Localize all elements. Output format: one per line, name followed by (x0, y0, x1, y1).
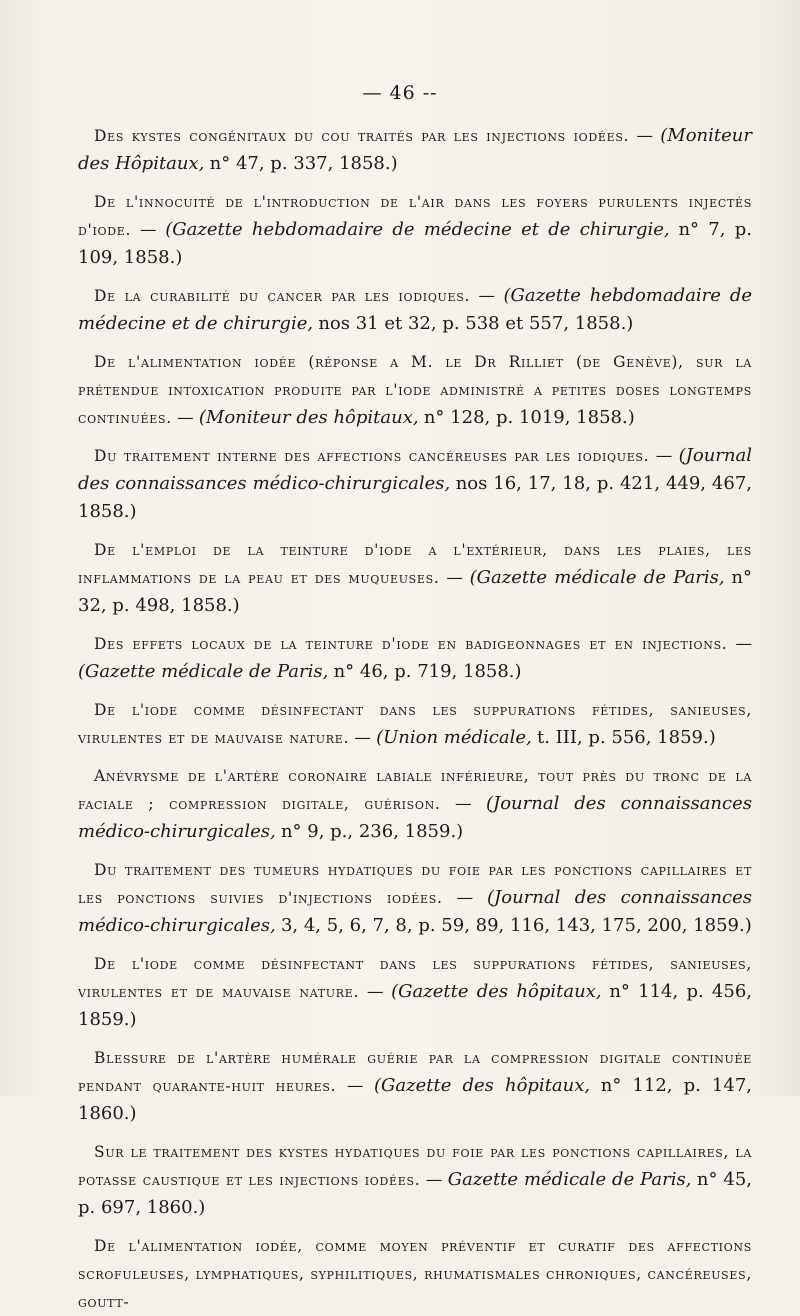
entry-source: (Union médicale, (376, 727, 532, 748)
bibliography-entry: Sur le traitement des kystes hydatiques du foie par les ponctions capillaires, la potasse caustique et les injections iodées. — Gazette médicale de Paris, n° 45, p. 697, 1860.) (78, 1143, 753, 1218)
entry-title: Sur le traitement des kystes hydatiques du foie par les ponctions capillaires, la potasse caustique et les injections iodées. (78, 1143, 752, 1189)
entry-details: t. III, p. 556, 1859.) (536, 727, 716, 748)
entry-source: (Gazette médicale de Paris, (78, 661, 329, 682)
bibliography-entry: De l'iode comme désinfectant dans les suppurations fétides, sanieuses, virulentes et de mauvaise nature. — (Union médicale, t. III, p. 556, 1859.) (78, 701, 752, 748)
bibliography-entry: De la curabilité du cancer par les iodiques. — (Gazette hebdomadaire de médecine et de chirurgie, nos 31 et 32, p. 538 et 557, 1858.) (78, 285, 753, 334)
page-number: — 46 -- (362, 82, 438, 104)
entry-details: n° 9, p., 236, 1859.) (280, 821, 464, 842)
entry-source: (Journal des connaissances médico-chirurgicales, (78, 793, 752, 842)
entry-details: n° 32, p. 498, 1858.) (78, 567, 753, 616)
entry-title: De l'iode comme désinfectant dans les suppurations fétides, sanieuses, virulentes et de mauvaise nature. (78, 701, 752, 747)
entry-source: Gazette médicale de Paris, (447, 1169, 692, 1190)
entry-title: De l'iode comme désinfectant dans les suppurations fétides, sanieuses, virulentes et de mauvaise nature. (78, 955, 752, 1001)
entry-source: (Journal des connaissances médico-chirurgicales, (78, 887, 752, 936)
entry-details: n° 45, p. 697, 1860.) (78, 1169, 753, 1218)
entry-source: (Moniteur des hôpitaux, (198, 407, 419, 428)
entry-title: Du traitement des tumeurs hydatiques du foie par les ponctions capillaires et les ponctions suivies d'injections iodées. (78, 861, 752, 907)
entry-details: n° 7, p. 109, 1858.) (78, 219, 753, 268)
bibliography-entry: De l'innocuité de l'introduction de l'air dans les foyers purulents injectés d'iode. — (Gazette hebdomadaire de médecine et de chirurgie, n° 7, p. 109, 1858.) (78, 193, 753, 268)
entry-title: Des effets locaux de la teinture d'iode en badigeonnages et en injections. (94, 635, 728, 653)
entry-source: (Gazette hebdomadaire de médecine et de chirurgie, (78, 285, 753, 334)
bibliography-entry: Anévrysme de l'artère coronaire labiale inférieure, tout près du tronc de la faciale ; compression digitale, guérison. — (Journal des connaissances médico-chirurgicales, n° 9, p., 236, 1859.) (78, 767, 752, 842)
entry-details: n° 46, p. 719, 1858.) (333, 661, 522, 682)
bibliography-entry: De l'emploi de la teinture d'iode a l'extérieur, dans les plaies, les inflammations de la peau et des muqueuses. — (Gazette médicale de Paris, n° 32, p. 498, 1858.) (78, 541, 753, 616)
entry-source: (Journal des connaissances médico-chirurgicales, (78, 445, 752, 494)
bibliography-entry: Du traitement interne des affections cancéreuses par les iodiques. — (Journal des connaissances médico-chirurgicales, nos 16, 17, 18, p. 421, 449, 467, 1858.) (78, 445, 752, 522)
entry-details: nos 16, 17, 18, p. 421, 449, 467, 1858.) (78, 473, 752, 522)
entry-source: (Gazette des hôpitaux, (391, 981, 602, 1002)
bibliography-entry: De l'alimentation iodée (réponse a M. le Dr Rilliet (de Genève), sur la prétendue intoxication produite par l'iode administré a petites doses longtemps continuées. — (Moniteur des hôpitaux, n° 128, p. 1019, 1858.) (78, 353, 752, 428)
entry-details: n° 128, p. 1019, 1858.) (423, 407, 635, 428)
bibliography-entry (78, 1232, 752, 1316)
entry-title: Blessure de l'artère humérale guérie par la compression digitale continuée pendant quarante-huit heures. (78, 1049, 752, 1095)
entry-title: De l'alimentation iodée (réponse a M. le Dr Rilliet (de Genève), sur la prétendue intoxication produite par l'iode administré a petites doses longtemps continuées. (78, 353, 752, 427)
bibliography-entry: Blessure de l'artère humérale guérie par la compression digitale continuée pendant quarante-huit heures. — (Gazette des hôpitaux, n° 112, p. 147, 1860.) (78, 1049, 753, 1124)
entry-title: De l'emploi de la teinture d'iode a l'extérieur, dans les plaies, les inflammations de la peau et des muqueuses. (78, 541, 752, 587)
entry-title: De la curabilité du cancer par les iodiques. (94, 287, 471, 305)
entry-details: n° 112, p. 147, 1860.) (78, 1075, 753, 1124)
entry-source: (Gazette hebdomadaire de médecine et de chirurgie, (165, 219, 670, 240)
entry-title: Des kystes congénitaux du cou traités par les injections iodées. (94, 127, 630, 145)
entry-source: (Gazette des hôpitaux, (374, 1075, 591, 1096)
entry-title: De l'innocuité de l'introduction de l'air dans les foyers purulents injectés d'iode. (78, 193, 752, 239)
entry-title: Du traitement interne des affections cancéreuses par les iodiques. (94, 447, 650, 465)
entry-source: (Moniteur des Hôpitaux, (78, 125, 752, 174)
entry-source: (Gazette médicale de Paris, (469, 567, 725, 588)
entry-title: Anévrysme de l'artère coronaire labiale inférieure, tout près du tronc de la faciale ; compression digitale, guérison. (78, 767, 752, 813)
bibliography-entry: Du traitement des tumeurs hydatiques du foie par les ponctions capillaires et les ponctions suivies d'injections iodées. — (Journal des connaissances médico-chirurgicales, 3, 4, 5, 6, 7, 8, p. 59, 89, 116, 143, 175, 200, 1859.) (78, 861, 752, 936)
bibliography-entry: De l'iode comme désinfectant dans les suppurations fétides, sanieuses, virulentes et de mauvaise nature. — (Gazette des hôpitaux, n° 114, p. 456, 1859.) (78, 955, 752, 1030)
entry-details: n° 47, p. 337, 1858.) (209, 153, 398, 174)
entry-title: De l'alimentation iodée, comme moyen préventif et curatif des affections scrofuleuses, lymphatiques, syphilitiques, rhumatismales chroniques, cancéreuses, goutt- (78, 1237, 752, 1311)
entry-details: 3, 4, 5, 6, 7, 8, p. 59, 89, 116, 143, 175, 200, 1859.) (280, 915, 752, 936)
entry-details: nos 31 et 32, p. 538 et 557, 1858.) (318, 313, 634, 334)
bibliography-entry: Des kystes congénitaux du cou traités par les injections iodées. — (Moniteur des Hôpitaux, n° 47, p. 337, 1858.) (78, 125, 752, 174)
entry-details: n° 114, p. 456, 1859.) (78, 981, 752, 1030)
bibliography-list (78, 122, 752, 1316)
bibliography-entry: Des effets locaux de la teinture d'iode en badigeonnages et en injections. — (Gazette médicale de Paris, n° 46, p. 719, 1858.) (78, 634, 752, 682)
